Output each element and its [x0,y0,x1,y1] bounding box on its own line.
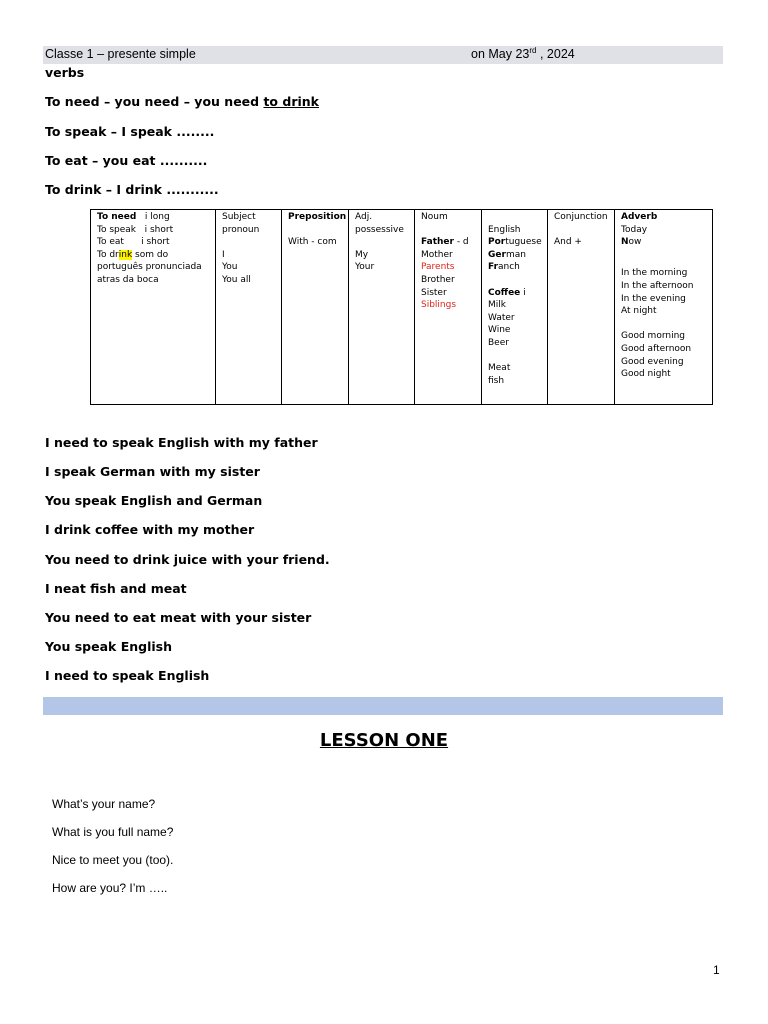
sentence: I drink coffee with my mother [45,522,255,537]
verb-line-eat: To eat – you eat .......... [45,153,208,168]
sentence: I neat fish and meat [45,581,187,596]
lesson-date: on May 23rd , 2024 [471,45,575,61]
verb-line-drink: To drink – I drink ........... [45,182,219,197]
table-col-subject-pronoun: Subject pronoun I You You all [216,210,282,404]
sentence: I speak German with my sister [45,464,260,479]
sentence: You speak English and German [45,493,263,508]
table-col-adverb: Adverb Today Now In the morning In the afternoon In the evening At night Good morning Good afternoon Good evening Good night [621,212,694,380]
vocabulary-table [90,209,713,405]
class-title: Classe 1 – presente simple [45,47,196,61]
sentence: You need to eat meat with your sister [45,610,312,625]
table-col-verbs: To need i long To speak i short To eat i short To drink som do português pronunciada atras da boca [91,210,216,404]
question: Nice to meet you (too). [52,853,174,867]
verb-line-speak: To speak – I speak ........ [45,124,215,139]
sentence: I need to speak English [45,668,210,683]
sentence: You speak English [45,639,173,654]
question: How are you? I’m ….. [52,881,168,895]
table-col-adj-possessive: Adj. possessive My Your [349,210,415,404]
question: What’s your name? [52,797,156,811]
sentence: I need to speak English with my father [45,435,318,450]
lesson-title: LESSON ONE [319,730,449,751]
verbs-label: verbs [45,65,85,80]
verb-line-need: To need – you need – you need to drink [45,94,319,109]
table-col-preposition: Preposition With - com [282,210,349,404]
page-number: 1 [713,963,720,977]
table-col-noun-family: Noum Father - d Mother Parents Brother Sister Siblings [415,210,482,404]
table-col-conjunction: Conjunction And + [548,210,615,404]
table-col-noun-things: English Portuguese German Franch Coffee i Milk Water Wine Beer Meat fish [482,210,548,404]
question: What is you full name? [52,825,174,839]
sentence: You need to drink juice with your friend. [45,552,330,567]
section-divider-band [43,697,723,715]
